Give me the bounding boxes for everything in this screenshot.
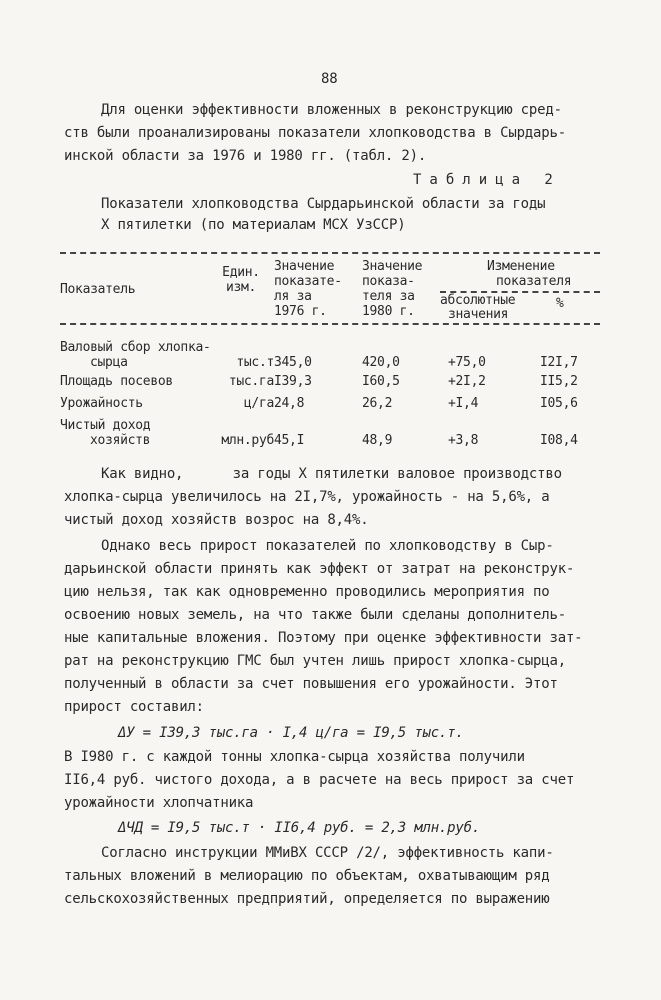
header-indicator: Показатель xyxy=(60,282,136,297)
header-percent: % xyxy=(556,296,564,311)
row-value-1976: 345,0 xyxy=(274,355,312,370)
row-absolute-change: +3,8 xyxy=(448,433,479,448)
text-line: ств были проанализированы показатели хлопководства в Сырдарь- xyxy=(64,125,566,141)
formula-net-income: ΔЧД = I9,5 тыс.т · II6,4 руб. = 2,3 млн.руб. xyxy=(118,820,481,836)
row-absolute-change: +2I,2 xyxy=(448,374,486,389)
row-value-1980: 48,9 xyxy=(362,433,393,448)
row-unit: млн.руб xyxy=(221,433,274,448)
text-line: дарьинской области принять как эффект от затрат на реконструк- xyxy=(64,561,575,577)
text-line: тальных вложений в мелиорацию по объектам, охватывающим ряд xyxy=(64,868,550,884)
row-absolute-change: +75,0 xyxy=(448,355,486,370)
row-indicator: Урожайность xyxy=(60,396,143,411)
text-line: сельскохозяйственных предприятий, определяется по выражению xyxy=(64,891,550,907)
row-indicator: Чистый доход хозяйств xyxy=(60,418,151,448)
header-1980: Значение показа- теля за 1980 г. xyxy=(362,259,423,319)
text-line: хлопка-сырца увеличилось на 2I,7%, урожайность - на 5,6%, а xyxy=(64,489,550,505)
row-indicator: Валовый сбор хлопка- сырца xyxy=(60,340,211,370)
header-1976: Значение показате- ля за 1976 г. xyxy=(274,259,342,319)
row-value-1980: I60,5 xyxy=(362,374,400,389)
text-line: инской области за 1976 и 1980 гг. (табл. 2). xyxy=(64,148,427,164)
row-indicator: Площадь посевов xyxy=(60,374,173,389)
row-value-1980: 26,2 xyxy=(362,396,393,411)
text-line: ные капитальные вложения. Поэтому при оценке эффективности зат- xyxy=(64,630,583,646)
row-absolute-change: +I,4 xyxy=(448,396,479,411)
row-percent-change: I05,6 xyxy=(540,396,578,411)
row-percent-change: I2I,7 xyxy=(540,355,578,370)
text-line: цию нельзя, так как одновременно проводились мероприятия по xyxy=(64,584,550,600)
text-line: полученный в области за счет повышения его урожайности. Этот xyxy=(64,676,558,692)
text-line: рат на реконструкцию ГМС был учтен лишь прирост хлопка-сырца, xyxy=(64,653,566,669)
row-unit: тыс.га xyxy=(228,374,274,389)
text-line: В I980 г. с каждой тонны хлопка-сырца хозяйства получили xyxy=(64,749,525,765)
header-change: Изменение xyxy=(487,259,555,274)
row-unit: тыс.т xyxy=(236,355,274,370)
row-value-1976: I39,3 xyxy=(274,374,312,389)
header-change-line2: показателя xyxy=(496,274,572,289)
text-line: чистый доход хозяйств возрос на 8,4%. xyxy=(64,512,369,528)
page-number: 88 xyxy=(321,71,338,87)
row-value-1976: 45,I xyxy=(274,433,305,448)
text-line: урожайности хлопчатника xyxy=(64,795,254,811)
table-rule-top xyxy=(60,252,600,254)
text-line: Для оценки эффективности вложенных в реконструкцию сред- xyxy=(101,102,562,118)
text-line: освоению новых земель, на что также были сделаны дополнитель- xyxy=(64,607,566,623)
header-unit: Един. изм. xyxy=(222,265,260,295)
row-value-1980: 420,0 xyxy=(362,355,400,370)
text-line: II6,4 руб. чистого дохода, а в расчете на весь прирост за счет xyxy=(64,772,575,788)
text-line: X пятилетки (по материалам МСХ УзССР) xyxy=(101,217,406,233)
text-line: Показатели хлопководства Сырдарьинской области за годы xyxy=(101,196,546,212)
header-absolute: абсолютные значения xyxy=(440,293,516,322)
table-rule-header xyxy=(60,323,600,325)
row-percent-change: I08,4 xyxy=(540,433,578,448)
text-line: Однако весь прирост показателей по хлопководству в Сыр- xyxy=(101,538,554,554)
text-line: прирост составил: xyxy=(64,699,204,715)
text-line: Как видно, за годы X пятилетки валовое производство xyxy=(101,466,562,482)
row-percent-change: II5,2 xyxy=(540,374,578,389)
formula-yield-increase: ΔУ = I39,3 тыс.га · I,4 ц/га = I9,5 тыс.т. xyxy=(118,725,464,741)
text-line: Согласно инструкции ММиВХ СССР /2/, эффективность капи- xyxy=(101,845,554,861)
table-label: Таблица 2 xyxy=(413,172,561,188)
row-value-1976: 24,8 xyxy=(274,396,305,411)
row-unit: ц/га xyxy=(243,396,274,411)
